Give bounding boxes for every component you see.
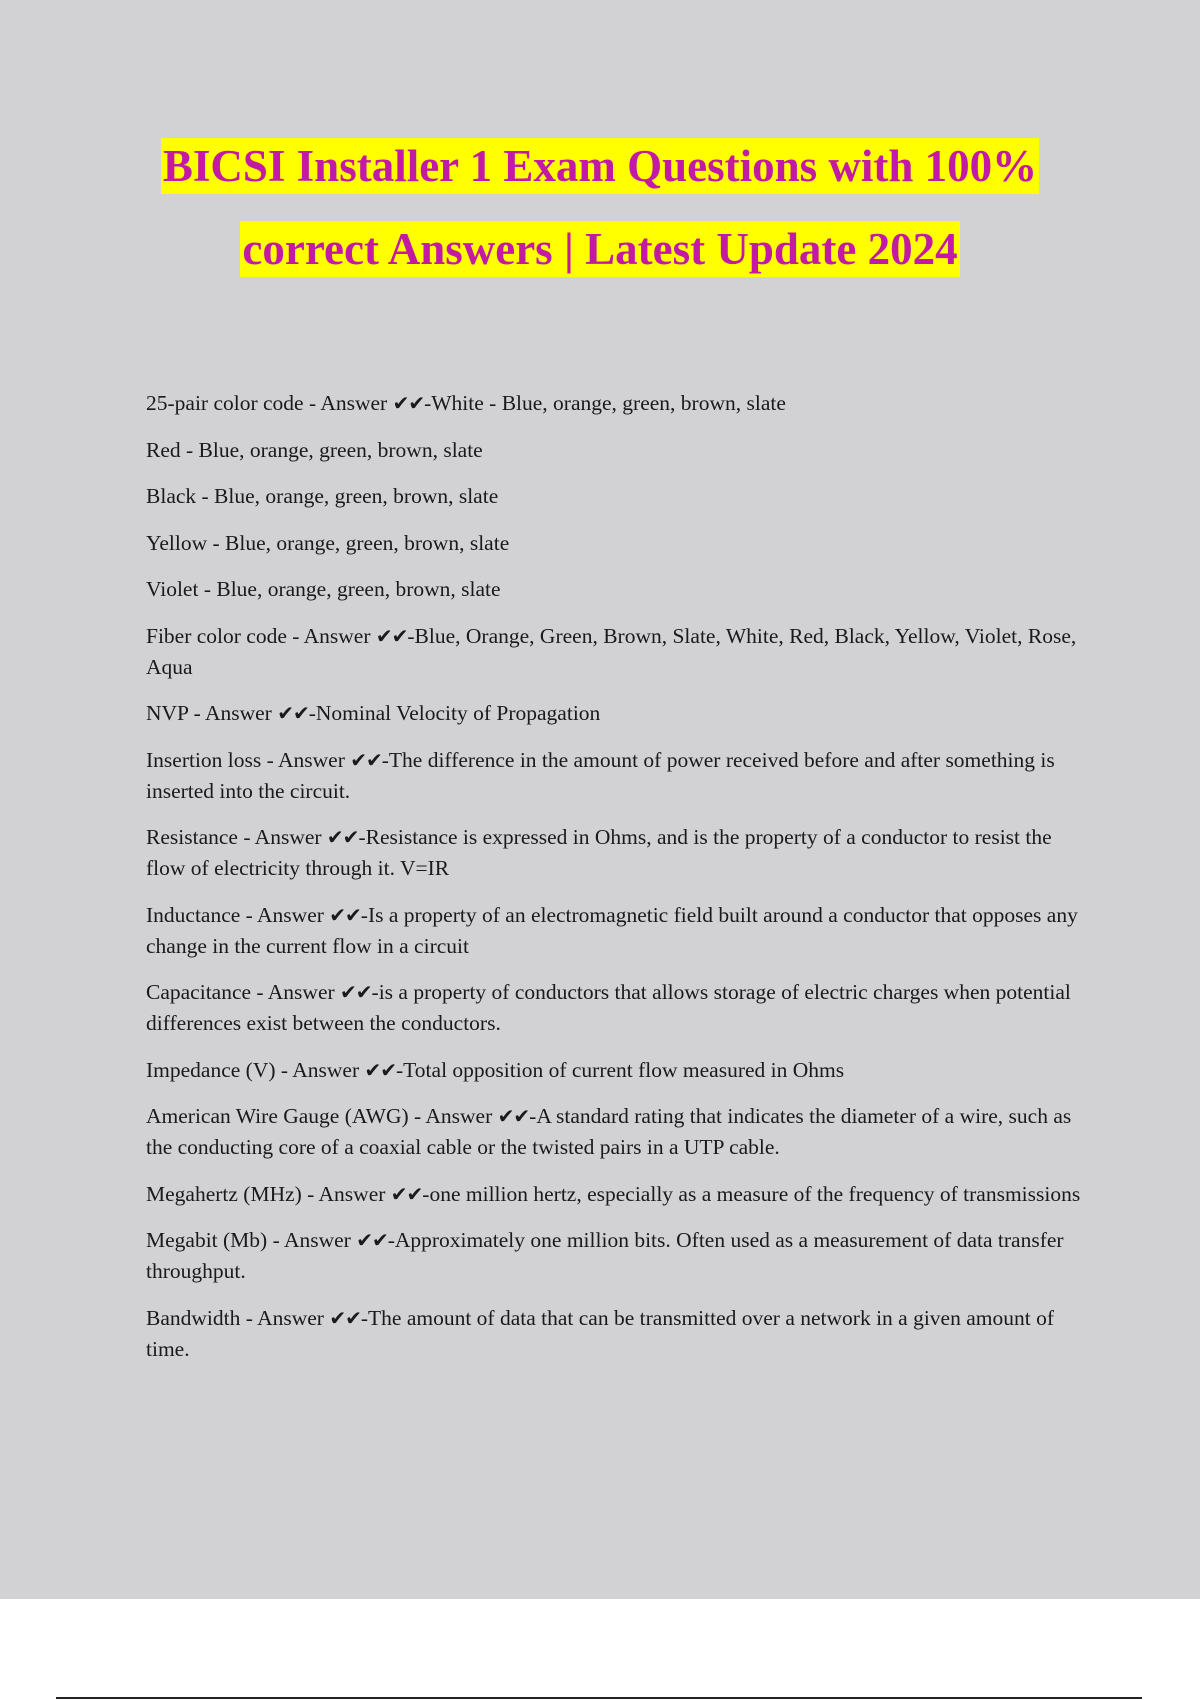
footer-divider — [56, 1697, 1142, 1699]
double-check-icon: ✔✔ — [364, 1057, 397, 1082]
qa-term: NVP - — [146, 701, 205, 725]
answer-label: Answer — [204, 701, 272, 725]
answer-label: Answer — [257, 902, 324, 927]
double-check-icon: ✔✔ — [350, 747, 382, 772]
qa-answer: -The amount of data that can be transmitted over a network in a given amount of time. — [146, 1305, 1055, 1361]
qa-item — [146, 621, 1086, 683]
qa-item — [146, 1303, 1086, 1365]
title-line-2: correct Answers | Latest Update 2024 — [240, 221, 959, 277]
answer-label: Answer — [257, 1305, 324, 1330]
qa-item — [146, 1179, 1086, 1210]
qa-item — [146, 822, 1086, 884]
answer-label: Answer — [425, 1104, 493, 1128]
answer-label: Answer — [303, 623, 371, 648]
double-check-icon: ✔✔ — [497, 1104, 530, 1128]
qa-item — [146, 435, 1086, 466]
answer-label: Answer — [267, 980, 335, 1004]
qa-item — [146, 528, 1086, 559]
qa-item — [146, 388, 1086, 419]
qa-answer: Black - Blue, orange, green, brown, slate — [146, 484, 499, 508]
qa-term: Fiber color code - — [146, 623, 304, 648]
answer-label: Answer — [318, 1181, 386, 1206]
qa-term: Inductance - — [146, 902, 258, 927]
double-check-icon: ✔✔ — [340, 980, 372, 1004]
double-check-icon: ✔✔ — [356, 1228, 388, 1252]
qa-item — [146, 977, 1086, 1039]
qa-answer: -The difference in the amount of power received before and after something is inserted into the circuit. — [146, 747, 1055, 803]
qa-term: Insertion loss - — [146, 747, 278, 772]
qa-term: Megahertz (MHz) - — [146, 1181, 319, 1206]
qa-item — [146, 1055, 1086, 1086]
qa-answer: -Resistance is expressed in Ohms, and is the property of a conductor to resist the flow of electricity through it. V=IR — [146, 825, 1052, 880]
qa-answer: -Total opposition of current flow measured in Ohms — [396, 1057, 845, 1082]
qa-item — [146, 900, 1086, 962]
qa-list — [146, 388, 1086, 1380]
qa-term: Bandwidth - — [146, 1305, 258, 1330]
qa-answer: -A standard rating that indicates the diameter of a wire, such as the conducting core of a coaxial cable or the twisted pairs in a UTP cable. — [146, 1104, 1072, 1159]
title-line-1: BICSI Installer 1 Exam Questions with 100% — [161, 138, 1039, 194]
qa-item — [146, 481, 1086, 512]
qa-answer: -one million hertz, especially as a measure of the frequency of transmissions — [422, 1181, 1081, 1206]
double-check-icon: ✔✔ — [326, 825, 359, 849]
qa-item — [146, 1101, 1086, 1163]
answer-label: Answer — [292, 1057, 360, 1082]
qa-answer: -Nominal Velocity of Propagation — [308, 701, 601, 725]
qa-answer: Yellow - Blue, orange, green, brown, slate — [146, 530, 510, 555]
double-check-icon: ✔✔ — [375, 623, 408, 648]
answer-label: Answer — [254, 825, 322, 849]
qa-term: Impedance (V) - — [146, 1057, 293, 1082]
double-check-icon: ✔✔ — [329, 902, 361, 927]
double-check-icon: ✔✔ — [329, 1305, 361, 1330]
qa-item — [146, 745, 1086, 807]
qa-item — [146, 698, 1086, 729]
double-check-icon: ✔✔ — [390, 1181, 423, 1206]
qa-answer: -Is a property of an electromagnetic field built around a conductor that opposes any change in the current flow in a circuit — [146, 902, 1078, 958]
page-title — [0, 138, 1200, 277]
double-check-icon: ✔✔ — [392, 391, 425, 415]
qa-term: American Wire Gauge (AWG) - — [146, 1104, 426, 1128]
answer-label: Answer — [283, 1228, 351, 1252]
qa-answer: -is a property of conductors that allows storage of electric charges when potential differences exist between the conductors. — [146, 980, 1071, 1035]
double-check-icon: ✔✔ — [277, 701, 309, 725]
qa-term: 25-pair color code - — [146, 391, 321, 415]
answer-label: Answer — [320, 391, 388, 415]
qa-term: Capacitance - — [146, 980, 268, 1004]
qa-term: Resistance - — [146, 825, 255, 849]
qa-term: Megabit (Mb) - — [146, 1228, 284, 1252]
qa-item — [146, 1225, 1086, 1287]
qa-answer: -Blue, Orange, Green, Brown, Slate, White, Red, Black, Yellow, Violet, Rose, Aqua — [146, 623, 1077, 679]
qa-answer: -Approximately one million bits. Often used as a measurement of data transfer throughput. — [146, 1228, 1064, 1283]
qa-answer: Violet - Blue, orange, green, brown, slate — [146, 577, 501, 601]
answer-label: Answer — [277, 747, 345, 772]
qa-answer: -White - Blue, orange, green, brown, slate — [424, 391, 786, 415]
qa-item — [146, 574, 1086, 605]
qa-answer: Red - Blue, orange, green, brown, slate — [146, 437, 483, 462]
